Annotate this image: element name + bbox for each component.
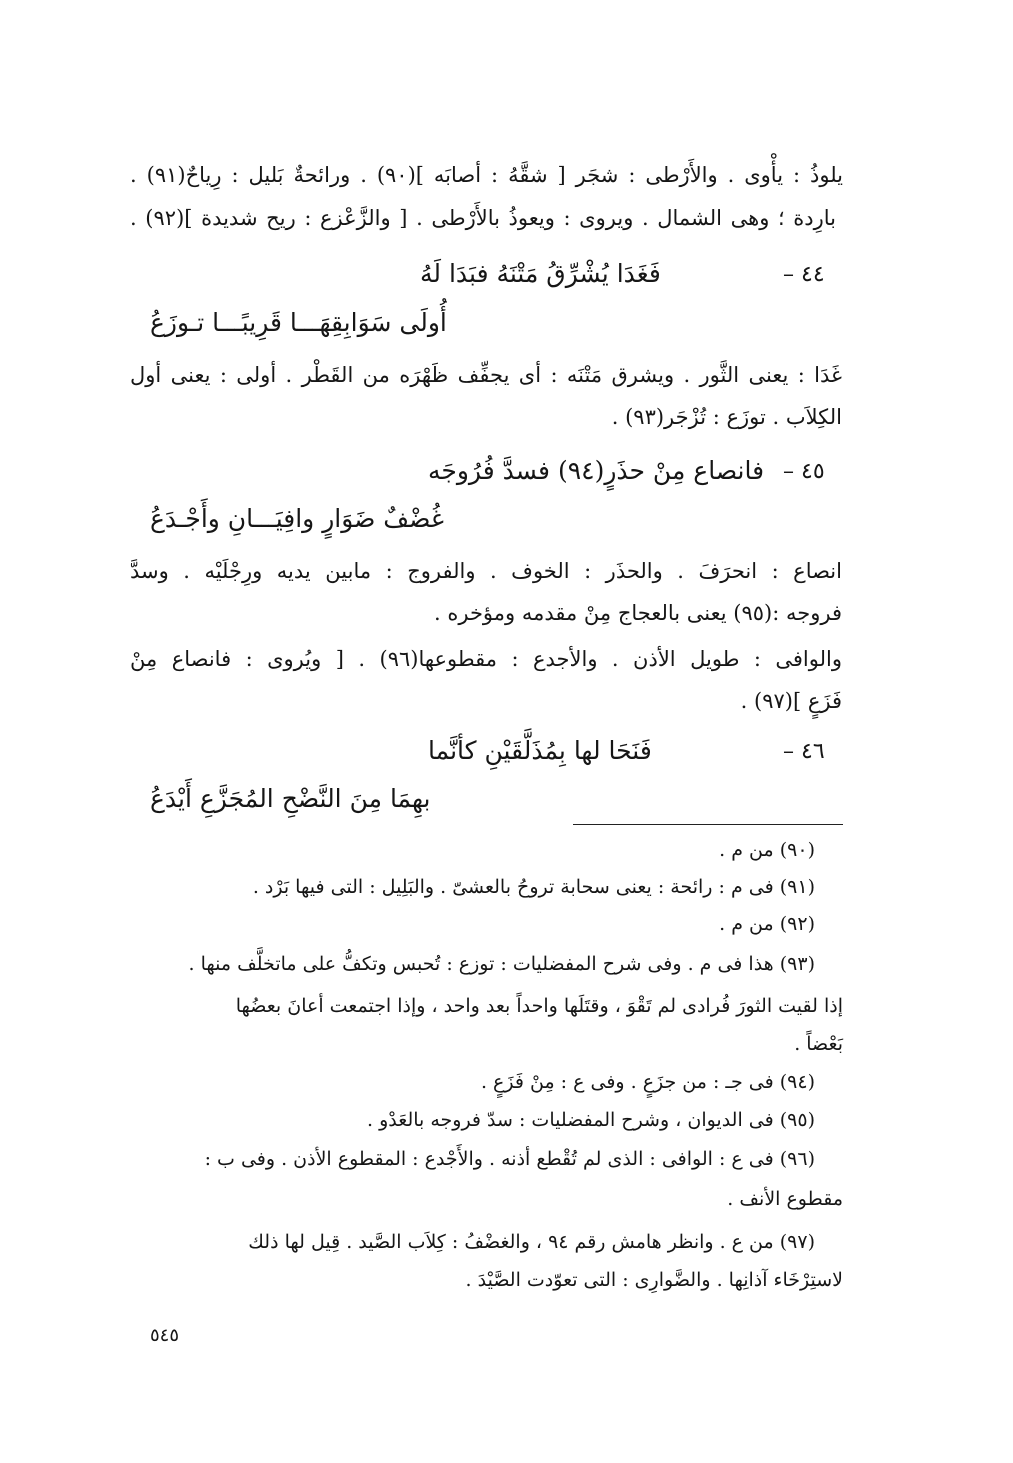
verse-hemistich-second: غُضْفٌ ضَوَارٍ وافِيَـــانِ وأَجْـدَعُ: [150, 504, 444, 533]
footnote-separator: [573, 824, 843, 825]
footnote: (٩٢) من م .: [719, 913, 815, 935]
commentary-line: فَزَعٍ ](٩٧) .: [740, 689, 842, 713]
verse-hemistich-second: بهِمَا مِنَ النَّضْحِ المُجَزَّعِ أَيْدَعُ: [150, 784, 431, 813]
footnote: (٩٧) من ع . وانظر هامش رقم ٩٤ ، والغضْفُ : كِلاَب الصَّيد . قِيل لها ذلك: [248, 1231, 815, 1253]
commentary-line: والوافى : طويل الأذن . والأجدع : مقطوعها(٩٦) . [ ويُروى : فانصاع مِنْ: [130, 647, 842, 671]
verse-number: ٤٤ –: [783, 262, 825, 287]
verse-hemistich-first: فَنَحَا لها بِمُذَلَّقَيْنِ كأنَّما: [428, 736, 652, 765]
footnote: (٩٦) فى ع : الوافى : الذى لم تُقْطع أذنه . والأَجْدع : المقطوع الأذن . وفى ب :: [204, 1148, 815, 1170]
page-number: ٥٤٥: [150, 1325, 180, 1346]
verse-hemistich-first: فَغَدَا يُشْرِّقُ مَتْنَهُ فبَدَا لَهُ: [420, 259, 661, 288]
footnote: بَعْضاً .: [794, 1033, 843, 1055]
commentary-line: بارِدة ؛ وهى الشمال . ويروى : ويعوذُ بالأَرْطى . [ والزَّعْزع : ريح شديدة ](٩٢) .: [130, 206, 837, 230]
footnote: (٩٥) فى الديوان ، وشرح المفضليات : سدّ فروجه بالعَدْو .: [367, 1109, 815, 1131]
footnote: لاستِرْخَاء آذانِها . والضَّوارِى : التى تعوّدت الصَّيْدَ .: [465, 1269, 843, 1291]
commentary-line: غَدَا : يعنى الثَّور . ويشرق مَتْنَه : أى يجفِّف ظَهْرَه من القَطْر . أولى : يعنى أول: [130, 363, 842, 387]
verse-hemistich-first: فانصاع مِنْ حذَرٍ(٩٤) فسدَّ فُرُوجَه: [428, 456, 765, 485]
footnote: إذا لقيت الثورَ فُرادى لم تَقْوَ ، وقتَلَها واحداً بعد واحد ، وإذا اجتمعت أعانَ بعضُها: [235, 995, 843, 1017]
verse-number: ٤٦ –: [783, 739, 825, 764]
verse-number: ٤٥ –: [783, 459, 825, 484]
commentary-line: الكِلاَب . توزَع : تُزْجَر(٩٣) .: [611, 405, 842, 429]
footnote: (٩٣) هذا فى م . وفى شرح المفضليات : توزع : تُحبس وتكفُّ على ماتخلَّف منها .: [188, 953, 815, 975]
commentary-line: يلوذُ : يأْوى . والأَرْطى : شجَر [ شقَّهُ : أصابَه ](٩٠) . ورائحةٌ بَليل : رِياحٌ(٩١) .: [130, 163, 844, 187]
commentary-line: انصاع : انحرَفَ . والحذَر : الخوف . والفروج : مابين يديه ورِجْلَيْه . وسدَّ: [130, 559, 842, 583]
footnote: (٩٤) فى جـ : من جزَعٍ . وفى ع : مِنْ فَزَعٍ .: [480, 1071, 815, 1093]
footnote: مقطوع الأنف .: [727, 1188, 843, 1210]
verse-hemistich-second: أُولَى سَوَابِقِهَـــا قَرِيبًـــا تـوزَعُ: [150, 308, 447, 337]
footnote: (٩١) فى م : رائحة : يعنى سحابة تروحُ بالعشىّ . والبَلِيل : التى فيها بَرْد .: [252, 876, 815, 898]
commentary-line: فروجه :(٩٥) يعنى بالعجاج مِنْ مقدمه ومؤخره .: [434, 601, 842, 625]
footnote: (٩٠) من م .: [719, 839, 815, 861]
